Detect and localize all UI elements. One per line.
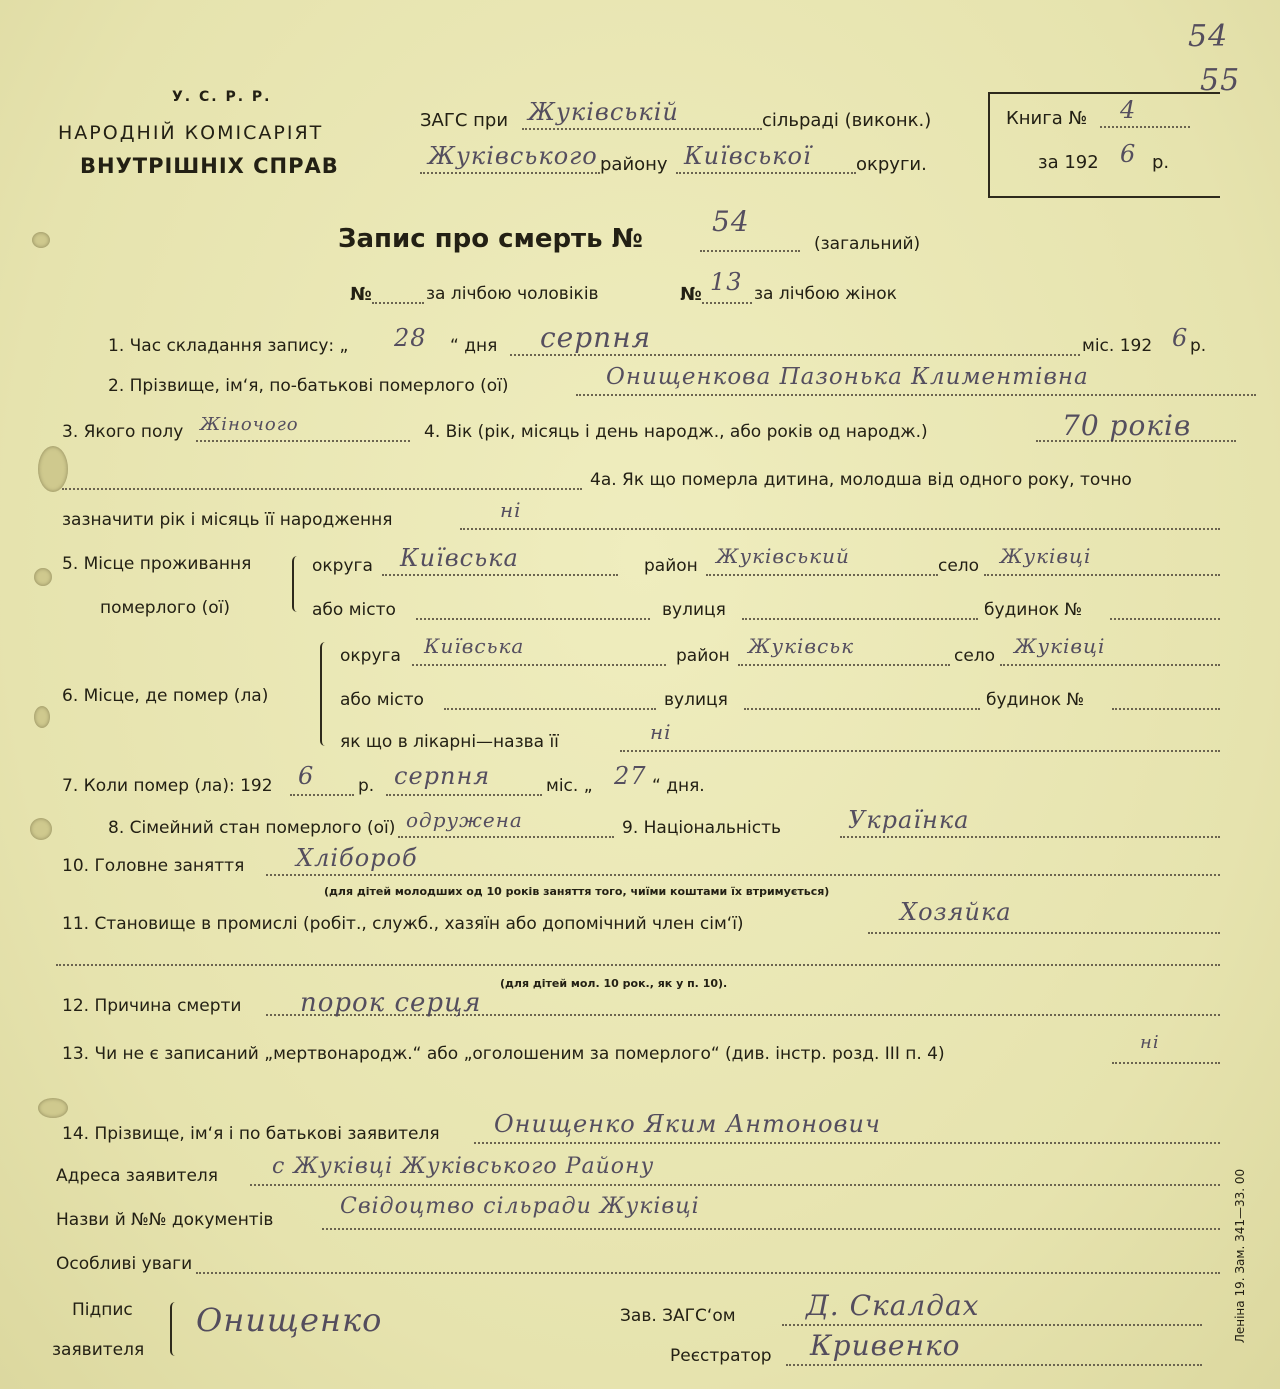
field-4a-value: ні xyxy=(500,498,522,522)
dotted-line xyxy=(386,794,542,796)
punch-hole xyxy=(38,446,68,492)
dotted-line xyxy=(744,708,980,710)
zags-head-signature: Д. Скалдах xyxy=(806,1289,980,1322)
dotted-line xyxy=(196,440,410,442)
dotted-line xyxy=(1110,618,1220,620)
field-5-okruha-label: округа xyxy=(312,556,373,576)
field-6-okruha-value: Київська xyxy=(424,634,525,658)
book-year-value: 6 xyxy=(1120,140,1137,168)
field-14-label: 14. Прізвище, ім‘я і по батькові заявителя xyxy=(62,1124,440,1144)
dotted-line xyxy=(840,836,1220,838)
field-5-budynok-label: будинок № xyxy=(984,600,1083,620)
dotted-line xyxy=(416,618,650,620)
field-4-label: 4. Вік (рік, місяць і день народж., або років од народж.) xyxy=(424,422,928,442)
registrar-signature: Кривенко xyxy=(810,1329,961,1362)
field-6-vulytsia-label: вулиця xyxy=(664,690,728,710)
dotted-line xyxy=(56,964,1220,966)
dotted-line xyxy=(700,250,800,252)
field-1-month-value: серпня xyxy=(540,321,652,354)
field-12-label: 12. Причина смерти xyxy=(62,996,242,1016)
field-7-label: 7. Коли помер (ла): 192 xyxy=(62,776,273,796)
punch-hole xyxy=(34,568,52,586)
applicant-signature: Онищенко xyxy=(196,1301,383,1339)
print-mark: Леніна 19. Зам. 341—33. 00 xyxy=(1233,1168,1247,1344)
dotted-line xyxy=(742,618,978,620)
field-6-okruha-label: округа xyxy=(340,646,401,666)
field-5-raion-label: район xyxy=(644,556,698,576)
field-16-value: Свідоцтво сільради Жуківці xyxy=(340,1194,700,1219)
field-7-year-value: 6 xyxy=(298,762,315,790)
dotted-line xyxy=(322,1228,1220,1230)
punch-hole xyxy=(38,1098,68,1118)
book-year-label: за 192 xyxy=(1038,152,1099,173)
archive-number: 54 xyxy=(1188,19,1229,54)
dotted-line xyxy=(398,836,614,838)
field-6-label: 6. Місце, де помер (ла) xyxy=(62,686,269,706)
internal-affairs-label: ВНУТРІШНІХ СПРАВ xyxy=(80,154,339,178)
registrar-label: Реєстратор xyxy=(670,1346,772,1366)
field-1-day-label: “ дня xyxy=(450,336,498,356)
men-count-label: за лічбою чоловіків xyxy=(426,284,599,304)
field-5-vulytsia-label: вулиця xyxy=(662,600,726,620)
dotted-line xyxy=(420,172,600,174)
okrug-value: Київської xyxy=(684,142,812,170)
field-7-day-label: “ дня. xyxy=(652,776,705,796)
ussr-label: У. С. Р. Р. xyxy=(172,89,272,105)
field-14-value: Онищенко Яким Антонович xyxy=(494,1110,881,1138)
dotted-line xyxy=(738,664,950,666)
brace xyxy=(170,1302,180,1356)
field-6-budynok-label: будинок № xyxy=(986,690,1085,710)
field-6-raion-label: район xyxy=(676,646,730,666)
field-10-note: (для дітей молодших од 10 років заняття того, чиїми коштами їх втримується) xyxy=(324,885,830,898)
field-6-likarnia-label: як що в лікарні—назва її xyxy=(340,732,559,752)
dotted-line xyxy=(266,874,1220,876)
field-8-label: 8. Сімейний стан померлого (ої) xyxy=(108,818,396,838)
dotted-line xyxy=(782,1324,1202,1326)
dotted-line xyxy=(576,394,1256,396)
field-5-label-2: померлого (ої) xyxy=(100,598,230,618)
dotted-line xyxy=(522,128,762,130)
dotted-line xyxy=(510,354,1080,356)
punch-hole xyxy=(32,232,50,248)
village-council-value: Жуківській xyxy=(528,98,679,126)
field-11-label: 11. Становище в промислі (робіт., служб., хазяїн або допомічний член сім‘ї) xyxy=(62,914,744,934)
field-4a-label: 4а. Як що померла дитина, молодша від одного року, точно xyxy=(590,470,1132,490)
dotted-line xyxy=(62,488,582,490)
women-count-value: 13 xyxy=(710,268,743,296)
women-count-label: за лічбою жінок xyxy=(754,284,897,304)
field-5-selo-value: Жуківці xyxy=(1000,544,1092,568)
field-4a-label-2: зазначити рік і місяць її народження xyxy=(62,510,393,530)
dotted-line xyxy=(868,932,1220,934)
dotted-line xyxy=(620,750,1220,752)
field-5-raion-value: Жуківський xyxy=(716,544,850,568)
punch-hole xyxy=(34,706,50,728)
field-8-value: одружена xyxy=(406,808,523,832)
zags-label: ЗАГС при xyxy=(420,110,509,131)
record-general-label: (загальний) xyxy=(814,234,921,254)
field-1-label: 1. Час складання запису: „ xyxy=(108,336,349,356)
field-7-month-label: міс. „ xyxy=(546,776,593,796)
dotted-line xyxy=(1112,708,1220,710)
applicant-sign-label-2: заявителя xyxy=(52,1340,145,1360)
field-3-value: Жіночого xyxy=(200,414,299,435)
field-12-value: порок серця xyxy=(300,988,482,1018)
field-1-day-value: 28 xyxy=(394,324,427,352)
field-3-label: 3. Якого полу xyxy=(62,422,184,442)
field-7-day-value: 27 xyxy=(614,762,647,790)
record-title: Запис про смерть № xyxy=(338,224,643,254)
book-r-label: р. xyxy=(1152,152,1170,173)
field-6-selo-value: Жуківці xyxy=(1014,634,1106,658)
field-5-okruha-value: Київська xyxy=(400,544,519,572)
women-number-label: № xyxy=(680,284,702,305)
men-number-label: № xyxy=(350,284,372,305)
field-9-label: 9. Національність xyxy=(622,818,782,838)
raion-label: району xyxy=(600,154,668,175)
brace xyxy=(320,642,330,746)
field-2-value: Онищенкова Пазонька Климентівна xyxy=(606,364,1089,390)
dotted-line xyxy=(412,664,666,666)
field-10-label: 10. Головне заняття xyxy=(62,856,245,876)
field-5-selo-label: село xyxy=(938,556,980,576)
dotted-line xyxy=(984,574,1220,576)
zags-head-label: Зав. ЗАГС‘ом xyxy=(620,1306,736,1326)
field-2-label: 2. Прізвище, ім‘я, по-батькові померлого (ої) xyxy=(108,376,509,396)
dotted-line xyxy=(444,708,656,710)
punch-hole xyxy=(30,818,52,840)
dotted-line xyxy=(382,574,618,576)
dotted-line xyxy=(1100,126,1190,128)
field-4-value: 70 років xyxy=(1062,409,1192,442)
dotted-line xyxy=(676,172,856,174)
field-6-likarnia-value: ні xyxy=(650,720,672,744)
dotted-line xyxy=(196,1272,1220,1274)
book-number-value: 4 xyxy=(1120,96,1137,124)
book-label: Книга № xyxy=(1006,108,1088,129)
district-value: Жуківського xyxy=(428,142,598,170)
record-number-value: 54 xyxy=(712,205,750,238)
dotted-line xyxy=(706,574,938,576)
brace xyxy=(292,556,302,612)
dotted-line xyxy=(474,1142,1220,1144)
field-13-label: 13. Чи не є записаний „мертвонародж.“ або „оголошеним за померлого“ (див. інстр. розд. III п. 4) xyxy=(62,1044,945,1064)
field-7-month-value: серпня xyxy=(394,762,491,790)
okrug-label: округи. xyxy=(856,154,927,175)
field-11-note: (для дітей мол. 10 рок., як у п. 10). xyxy=(500,977,728,990)
field-10-value: Хлібороб xyxy=(296,844,418,872)
field-17-label: Особливі уваги xyxy=(56,1254,193,1274)
archive-number: 55 xyxy=(1200,63,1241,98)
applicant-sign-label: Підпис xyxy=(72,1300,133,1320)
field-1-year-value: 6 xyxy=(1172,324,1189,352)
dotted-line xyxy=(290,794,354,796)
field-15-value: с Жуківці Жуківського Району xyxy=(272,1154,655,1179)
dotted-line xyxy=(460,528,1220,530)
silrada-label: сільраді (виконк.) xyxy=(762,110,932,131)
dotted-line xyxy=(250,1184,1220,1186)
field-6-raion-value: Жуківськ xyxy=(748,634,855,658)
field-9-value: Українка xyxy=(848,806,970,834)
field-15-label: Адреса заявителя xyxy=(56,1166,219,1186)
commissariat-label: НАРОДНІЙ КОМІСАРІЯТ xyxy=(58,122,324,144)
field-6-misto-label: або місто xyxy=(340,690,424,710)
field-1-month-label: міс. 192 xyxy=(1082,336,1153,356)
dotted-line xyxy=(1112,1062,1220,1064)
field-11-value: Хозяйка xyxy=(900,898,1012,926)
dotted-line xyxy=(372,302,424,304)
field-13-value: ні xyxy=(1140,1032,1160,1053)
field-6-selo-label: село xyxy=(954,646,996,666)
field-5-misto-label: або місто xyxy=(312,600,396,620)
field-1-r-label: р. xyxy=(1190,336,1207,356)
field-7-r-label: р. xyxy=(358,776,375,796)
field-16-label: Назви й №№ документів xyxy=(56,1210,274,1230)
dotted-line xyxy=(702,302,752,304)
dotted-line xyxy=(1000,664,1220,666)
field-5-label: 5. Місце проживання xyxy=(62,554,252,574)
dotted-line xyxy=(786,1364,1202,1366)
